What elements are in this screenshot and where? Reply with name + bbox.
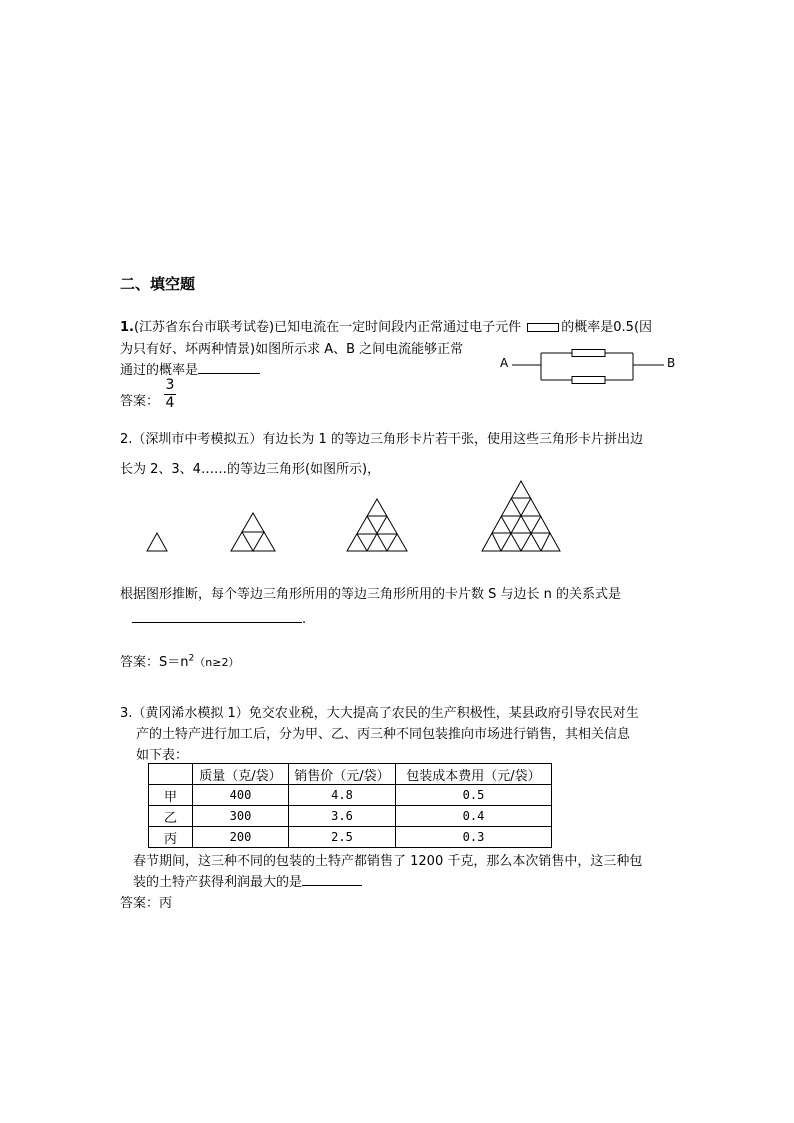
- q3-line2: 产的土特产进行加工后，分为甲、乙、丙三种不同包装推向市场进行销售，其相关信息: [136, 727, 631, 742]
- q2-answer-blank: [132, 622, 302, 623]
- q1-number: 1.: [120, 320, 134, 335]
- table-cell: 0.5: [396, 785, 552, 806]
- q3-line3: 如下表：: [136, 748, 189, 763]
- triangle-n4: [482, 481, 560, 551]
- q2-answer: [120, 651, 239, 670]
- q2-period: .: [302, 612, 307, 627]
- q3-line1: 3.（黄冈浠水模拟 1）免交农业税，大大提高了农民的生产积极性，某县政府引导农民对生: [120, 706, 639, 721]
- q3-answer: [120, 892, 172, 911]
- table-row: [149, 806, 552, 827]
- q3-info-table: [148, 763, 552, 848]
- q1-line1: [120, 316, 652, 335]
- q1-answer-denominator: 4: [165, 395, 175, 411]
- table-header-cell: 销售价（元/袋）: [289, 764, 396, 785]
- q1-answer-label: 答案：: [120, 394, 160, 409]
- q2-line1: 2.（深圳市中考模拟五）有边长为 1 的等边三角形卡片若干张，使用这些三角形卡片拼出边: [120, 432, 643, 447]
- q1-line3-text: 通过的概率是: [120, 363, 199, 378]
- table-row: [149, 827, 552, 848]
- table-cell: 200: [193, 827, 289, 848]
- table-cell: 甲: [149, 785, 193, 806]
- table-cell: 0.4: [396, 806, 552, 827]
- table-header-cell: 质量（克/袋）: [193, 764, 289, 785]
- q2-answer-text: S＝n: [159, 655, 189, 670]
- q2-answer-label: 答案：: [120, 655, 160, 670]
- parallel-circuit-diagram: [512, 345, 667, 387]
- circuit-label-b: B: [667, 356, 676, 370]
- q3-line4: 春节期间，这三种不同的包装的土特产都销售了 1200 千克，那么本次销售中，这三种包: [133, 854, 643, 869]
- table-header-cell: 包装成本费用（元/袋）: [396, 764, 552, 785]
- circuit-label-a: A: [500, 356, 509, 370]
- q2-line3: 根据图形推断，每个等边三角形所用的等边三角形所用的卡片数 S 与边长 n 的关系式是: [120, 587, 622, 602]
- table-cell: 400: [193, 785, 289, 806]
- q3-answer-text: 丙: [159, 896, 173, 911]
- q1-text-b: 的概率是0.5(因: [561, 320, 653, 335]
- q3-line5: [133, 871, 362, 890]
- table-cell: 乙: [149, 806, 193, 827]
- q1-answer-numerator: 3: [165, 377, 175, 393]
- table-cell: 300: [193, 806, 289, 827]
- q1-answer-blank: [198, 373, 260, 374]
- table-cell: 4.8: [289, 785, 396, 806]
- table-row: [149, 785, 552, 806]
- table-header-cell: [149, 764, 193, 785]
- resistor-element-icon: [527, 323, 559, 332]
- q3-answer-blank: [302, 885, 362, 886]
- section-heading: 二、填空题: [120, 275, 196, 293]
- q2-answer-condition: （n≥2）: [194, 656, 240, 669]
- q2-answer-line: [132, 612, 306, 627]
- triangle-pattern-figure: [140, 475, 580, 555]
- q1-line3: [120, 359, 260, 378]
- q2-line2: 长为 2、3、4……的等边三角形(如图所示)，: [120, 462, 381, 477]
- table-cell: 3.6: [289, 806, 396, 827]
- q1-line2: 为只有好、坏两种情景)如图所示求 A、B 之间电流能够正常: [120, 342, 464, 357]
- table-cell: 2.5: [289, 827, 396, 848]
- q3-line5-text: 装的土特产获得利润最大的是: [133, 875, 303, 890]
- triangle-n2: [231, 513, 275, 551]
- q1-text-a: (江苏省东台市联考试卷)已知电流在一定时间段内正常通过电子元件: [133, 320, 522, 335]
- triangle-n1: [147, 533, 167, 551]
- table-cell: 丙: [149, 827, 193, 848]
- q3-answer-label: 答案：: [120, 896, 160, 911]
- table-cell: 0.3: [396, 827, 552, 848]
- q2-answer-sup: 2: [188, 653, 195, 664]
- table-header-row: [149, 764, 552, 785]
- q1-answer-fraction: [164, 377, 176, 412]
- triangle-n3: [347, 499, 407, 551]
